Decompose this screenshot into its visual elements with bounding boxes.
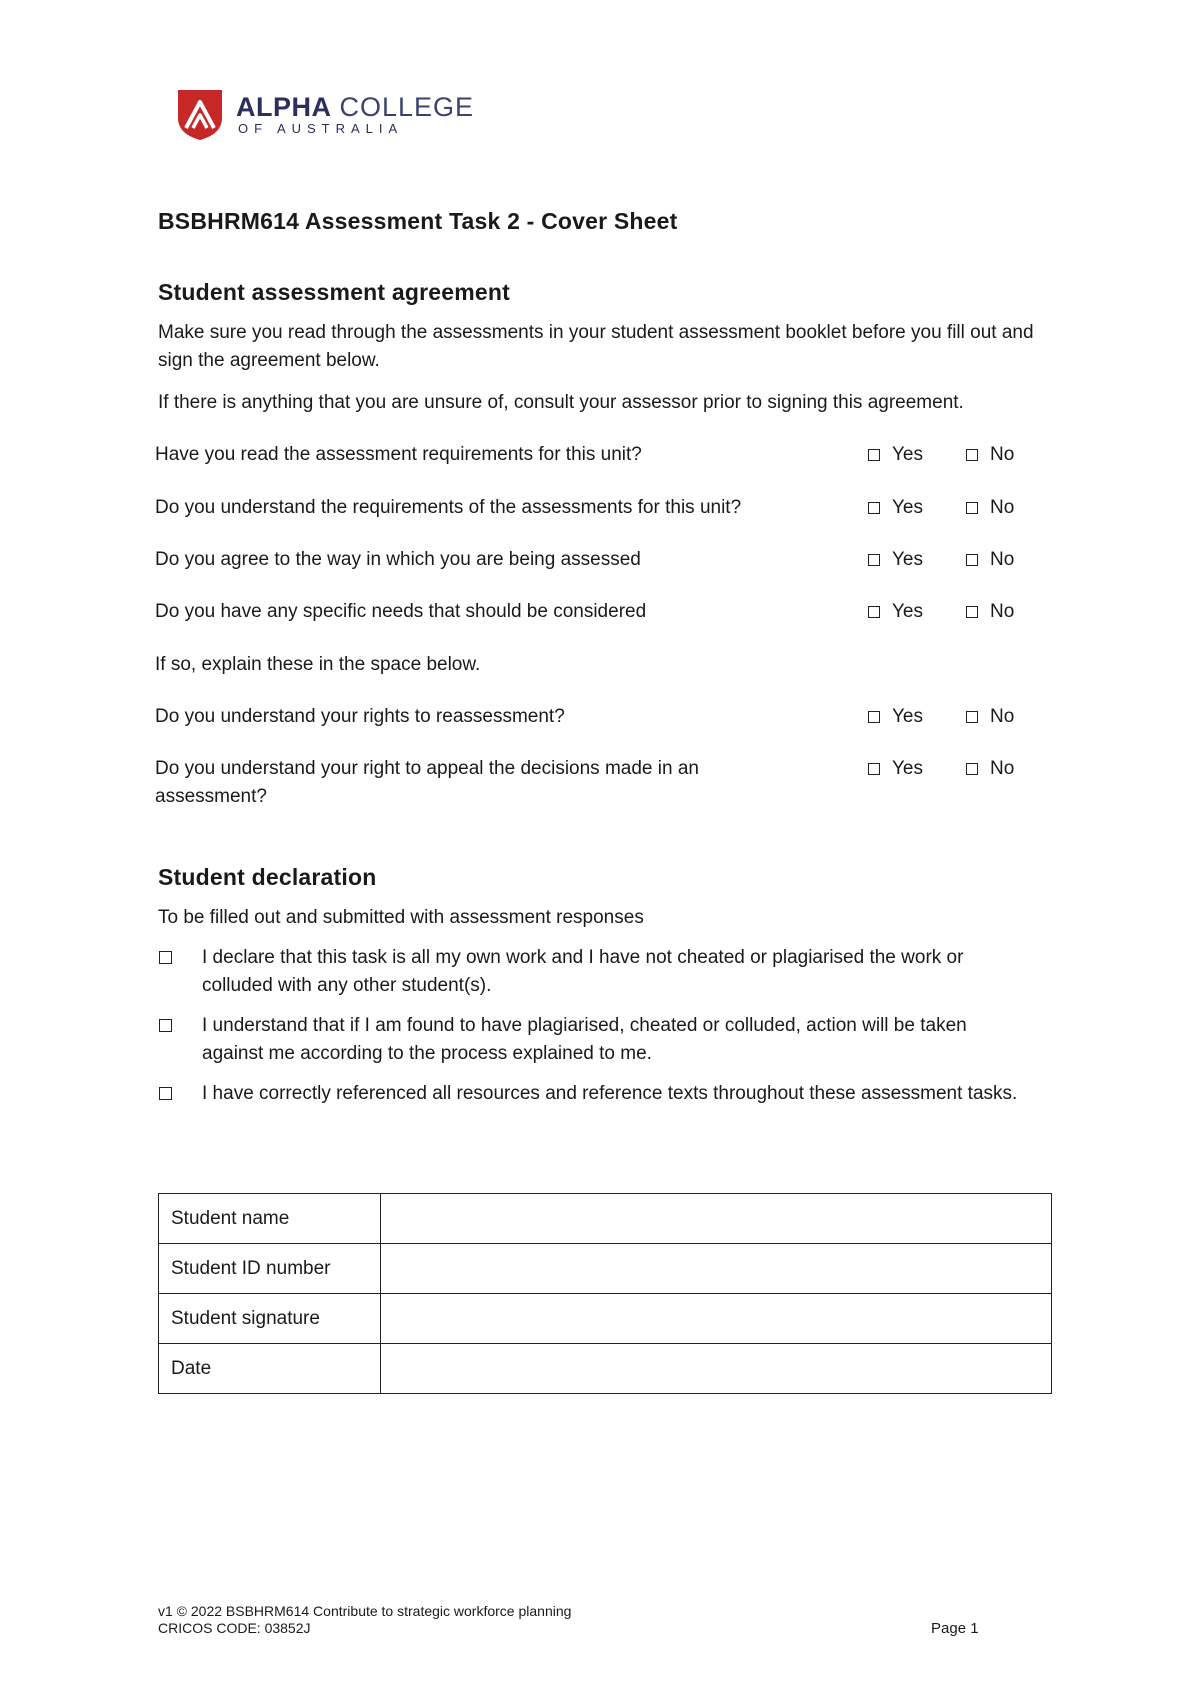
student-name-field[interactable] — [381, 1194, 1052, 1244]
no-checkbox[interactable] — [966, 502, 978, 514]
agreement-intro-1: Make sure you read through the assessments in your student assessment booklet before you fill out and sign the agreement below. — [158, 322, 1034, 371]
declaration-item: I have correctly referenced all resources and reference texts throughout these assessment tasks. — [202, 1083, 1018, 1104]
student-id-label: Student ID number — [159, 1244, 381, 1294]
college-name-light: COLLEGE — [339, 92, 475, 122]
date-field[interactable] — [381, 1344, 1052, 1394]
declaration-checkbox[interactable] — [159, 1087, 172, 1100]
no-label: No — [990, 601, 1015, 622]
no-option[interactable] — [966, 441, 1014, 469]
declaration-item: I understand that if I am found to have plagiarised, cheated or colluded, action will be taken against me according to the process explained to me. — [202, 1015, 967, 1064]
yes-label: Yes — [892, 444, 923, 465]
question-text: Have you read the assessment requirements for this unit? — [155, 444, 642, 465]
declaration-heading: Student declaration — [158, 864, 377, 890]
college-subname: OF AUSTRALIA — [238, 121, 404, 136]
student-name-label: Student name — [159, 1194, 381, 1244]
declaration-intro: To be filled out and submitted with assessment responses — [158, 907, 644, 928]
yes-option[interactable] — [868, 598, 923, 626]
no-checkbox[interactable] — [966, 711, 978, 723]
no-label: No — [990, 706, 1015, 727]
table-row — [159, 1244, 1052, 1294]
page-title: BSBHRM614 Assessment Task 2 - Cover Sheet — [158, 208, 678, 234]
page-number: Page 1 — [931, 1620, 979, 1637]
yes-checkbox[interactable] — [868, 606, 880, 618]
footer-version: v1 © 2022 BSBHRM614 Contribute to strategic workforce planning — [158, 1603, 572, 1619]
question-text: Do you understand your rights to reassessment? — [155, 706, 565, 727]
agreement-heading: Student assessment agreement — [158, 279, 511, 305]
no-option[interactable] — [966, 703, 1014, 731]
yes-option[interactable] — [868, 441, 923, 469]
footer-info — [158, 1603, 571, 1637]
college-logo-icon — [176, 88, 224, 142]
college-name — [236, 92, 474, 123]
table-row — [159, 1344, 1052, 1394]
declaration-item: I declare that this task is all my own work and I have not cheated or plagiarised the work or colluded with any other student(s). — [202, 947, 964, 996]
declaration-checkbox[interactable] — [159, 1019, 172, 1032]
table-row — [159, 1194, 1052, 1244]
yes-option[interactable] — [868, 755, 923, 783]
yes-checkbox[interactable] — [868, 554, 880, 566]
declaration-checkbox[interactable] — [159, 951, 172, 964]
no-checkbox[interactable] — [966, 449, 978, 461]
no-option[interactable] — [966, 755, 1014, 783]
yes-option[interactable] — [868, 546, 923, 574]
yes-label: Yes — [892, 497, 923, 518]
yes-checkbox[interactable] — [868, 763, 880, 775]
yes-checkbox[interactable] — [868, 449, 880, 461]
yes-option[interactable] — [868, 494, 923, 522]
no-label: No — [990, 444, 1015, 465]
no-checkbox[interactable] — [966, 554, 978, 566]
student-signature-field[interactable] — [381, 1294, 1052, 1344]
yes-label: Yes — [892, 549, 923, 570]
student-signature-label: Student signature — [159, 1294, 381, 1344]
yes-label: Yes — [892, 758, 923, 779]
student-id-field[interactable] — [381, 1244, 1052, 1294]
student-details-table — [158, 1193, 1052, 1394]
no-option[interactable] — [966, 598, 1014, 626]
question-text: Do you agree to the way in which you are being assessed — [155, 549, 641, 570]
question-text: Do you have any specific needs that should be considered — [155, 601, 647, 622]
college-name-bold: ALPHA — [236, 92, 332, 122]
question-text: Do you understand your right to appeal the decisions made in an assessment? — [155, 758, 699, 807]
no-option[interactable] — [966, 546, 1014, 574]
yes-option[interactable] — [868, 703, 923, 731]
no-label: No — [990, 549, 1015, 570]
yes-label: Yes — [892, 706, 923, 727]
no-checkbox[interactable] — [966, 606, 978, 618]
date-label: Date — [159, 1344, 381, 1394]
no-checkbox[interactable] — [966, 763, 978, 775]
no-label: No — [990, 497, 1015, 518]
footer-cricos: CRICOS CODE: 03852J — [158, 1620, 311, 1636]
yes-checkbox[interactable] — [868, 502, 880, 514]
question-text: Do you understand the requirements of the assessments for this unit? — [155, 497, 742, 518]
no-option[interactable] — [966, 494, 1014, 522]
agreement-intro-2: If there is anything that you are unsure of, consult your assessor prior to signing this agreement. — [158, 392, 964, 413]
yes-label: Yes — [892, 601, 923, 622]
yes-checkbox[interactable] — [868, 711, 880, 723]
table-row — [159, 1294, 1052, 1344]
explain-note: If so, explain these in the space below. — [155, 654, 481, 675]
no-label: No — [990, 758, 1015, 779]
